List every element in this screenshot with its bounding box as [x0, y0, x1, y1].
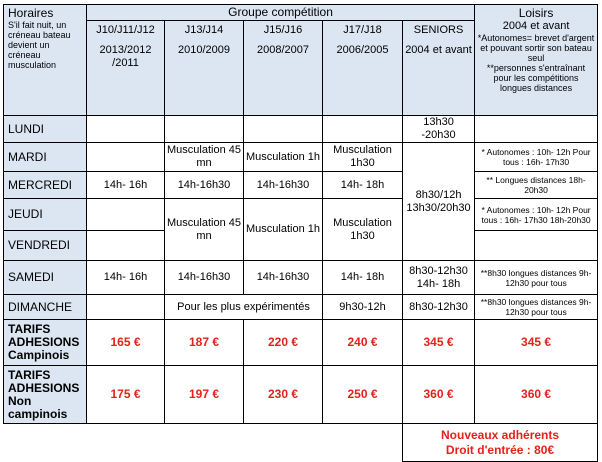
- empty-cell: [87, 199, 165, 231]
- empty-cell: [87, 143, 165, 172]
- tarif-campinois: 165 €: [87, 320, 165, 366]
- col-j10-j12: [87, 21, 165, 116]
- jeudi-j15-j16: Musculation 1h: [244, 199, 323, 261]
- horaires-title: Horaires: [8, 6, 54, 20]
- empty-cell: [475, 116, 598, 143]
- day-samedi: SAMEDI: [4, 261, 87, 295]
- empty-cell: [244, 116, 323, 143]
- mercredi-j10-j12: 14h- 16h: [87, 172, 165, 199]
- empty-cell: [475, 231, 598, 261]
- tarifs-campinois-label: TARIFS ADHESIONS Campinois: [4, 320, 87, 366]
- samedi-j10-j12: 14h- 16h: [87, 261, 165, 295]
- jeudi-j17-j18: Musculation 1h30: [323, 199, 403, 261]
- tarif-campinois: 345 €: [475, 320, 598, 366]
- col-j17-j18: [323, 21, 403, 116]
- empty-cell: [87, 231, 165, 261]
- loisirs-jeudi: * Autonomes : 10h- 12h Pour tous : 16h- 17h30 18h-20h30: [475, 199, 598, 231]
- samedi-j15-j16: 14h-16h30: [244, 261, 323, 295]
- empty-cell: [323, 116, 403, 143]
- col-years: 2013/2012 /2011: [99, 44, 152, 69]
- schedule-table: [3, 4, 598, 462]
- col-cat: J10/J11/J12: [96, 24, 155, 36]
- samedi-j17-j18: 14h- 18h: [323, 261, 403, 295]
- tarif-campinois: 345 €: [403, 320, 475, 366]
- mercredi-j13-j14: 14h-16h30: [165, 172, 244, 199]
- samedi-j13-j14: 14h-16h30: [165, 261, 244, 295]
- group-competition-title: Groupe compétition: [87, 5, 475, 21]
- nouveaux-adherents: Nouveaux adhérents: [441, 427, 560, 442]
- col-cat: J17/J18: [343, 24, 382, 36]
- tarif-non-campinois: 230 €: [244, 366, 323, 424]
- empty-cell: [165, 116, 244, 143]
- loisirs-header: [475, 5, 598, 116]
- col-years: 2008/2007: [257, 44, 309, 56]
- day-dimanche: DIMANCHE: [4, 295, 87, 320]
- tarif-non-campinois: 197 €: [165, 366, 244, 424]
- col-cat: SENIORS: [413, 24, 464, 36]
- mardi-j15-j16: Musculation 1h: [244, 143, 323, 172]
- tarifs-non-campinois-label: TARIFS ADHESIONS Non campinois: [4, 366, 87, 424]
- samedi-loisirs: **8h30 longues distances 9h-12h30 pour tous: [475, 261, 598, 295]
- mardi-j17-j18: Musculation 1h30: [323, 143, 403, 172]
- mercredi-j15-j16: 14h-16h30: [244, 172, 323, 199]
- day-jeudi: JEUDI: [4, 199, 87, 231]
- loisirs-mercredi: ** Longues distances 18h-20h30: [475, 172, 598, 199]
- tarif-non-campinois: 175 €: [87, 366, 165, 424]
- loisirs-note-longues: **personnes s'entraînant pour les compétitions longues distances: [486, 63, 586, 93]
- empty-footer-space: [4, 424, 403, 462]
- loisirs-note-autonomes: *Autonomes= brevet d'argent et pouvant sortir son bateau seul: [477, 33, 595, 63]
- day-mercredi: MERCREDI: [4, 172, 87, 199]
- col-years: 2006/2005: [336, 44, 389, 56]
- col-years: 2004 et avant: [405, 44, 472, 56]
- tarif-non-campinois: 360 €: [475, 366, 598, 424]
- dimanche-loisirs: **8h30 longues distances 9h-12h30 pour tous: [475, 295, 598, 320]
- samedi-seniors: 8h30-12h30 14h- 18h: [403, 261, 475, 295]
- tarif-campinois: 220 €: [244, 320, 323, 366]
- corner-cell: [4, 5, 87, 116]
- mercredi-j17-j18: 14h- 18h: [323, 172, 403, 199]
- col-j13-j14: [165, 21, 244, 116]
- lundi-seniors: 13h30 -20h30: [403, 116, 475, 143]
- loisirs-title: Loisirs: [518, 6, 554, 20]
- day-lundi: LUNDI: [4, 116, 87, 143]
- dimanche-j17-j18: 9h30-12h: [323, 295, 403, 320]
- empty-cell: [87, 295, 165, 320]
- empty-cell: [87, 116, 165, 143]
- mardi-j13-j14: Musculation 45 mn: [165, 143, 244, 172]
- col-cat: J13/J14: [184, 24, 224, 36]
- tarif-campinois: 240 €: [323, 320, 403, 366]
- col-years: 2010/2009: [178, 44, 230, 56]
- tarif-non-campinois: 250 €: [323, 366, 403, 424]
- dimanche-experts: Pour les plus expérimentés: [165, 295, 323, 320]
- night-note: S'il fait nuit, un créneau bateau devient un créneau musculation: [8, 20, 71, 70]
- tarif-campinois: 187 €: [165, 320, 244, 366]
- col-cat: J15/J16: [263, 24, 303, 36]
- col-seniors: [403, 21, 475, 116]
- jeudi-j13-j14: Musculation 45 mn: [165, 199, 244, 261]
- loisirs-mardi: * Autonomes : 10h- 12h Pour tous : 16h- 17h30: [475, 143, 598, 172]
- droit-entree: Droit d'entrée : 80€: [445, 442, 555, 457]
- col-j15-j16: [244, 21, 323, 116]
- tarif-non-campinois: 360 €: [403, 366, 475, 424]
- day-mardi: MARDI: [4, 143, 87, 172]
- nouveaux-adherents-box: [403, 424, 598, 462]
- seniors-weekday: 8h30/12h 13h30/20h30: [403, 143, 475, 261]
- dimanche-seniors: 8h30-12h30: [403, 295, 475, 320]
- day-vendredi: VENDREDI: [4, 231, 87, 261]
- loisirs-years: 2004 et avant: [502, 20, 570, 32]
